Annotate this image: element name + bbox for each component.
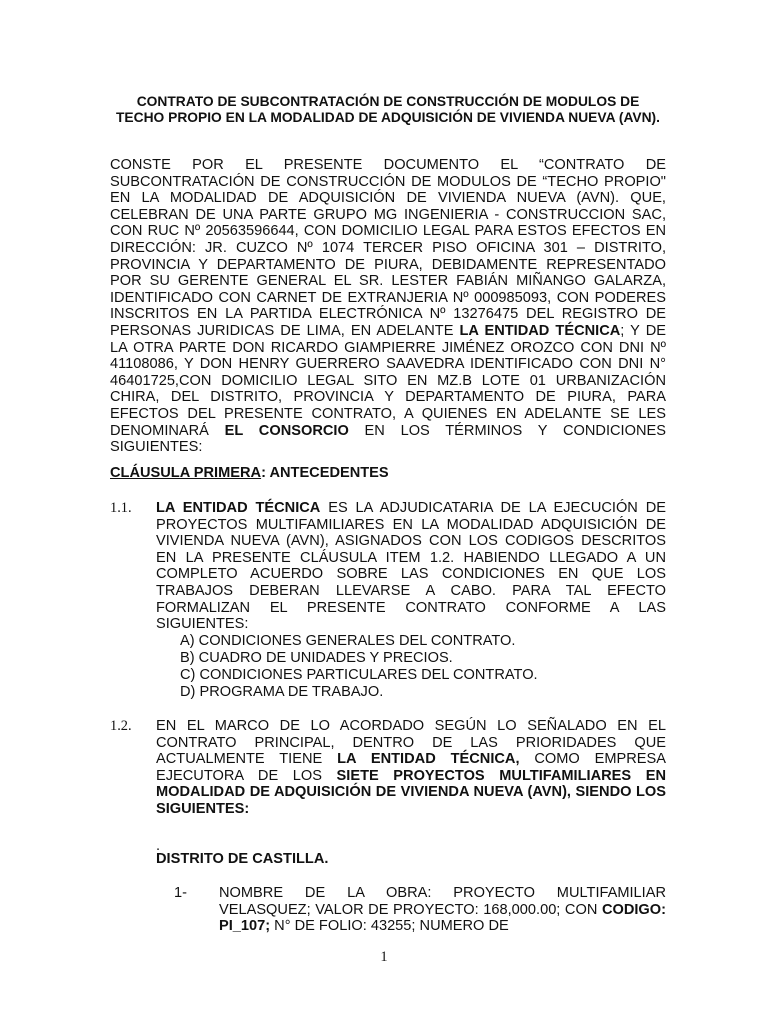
item-1-1-body: ES LA ADJUDICATARIA DE LA EJECUCIÓN DE PROYECTOS MULTIFAMILIARES EN LA MODALIDAD ADQUISICIÓN DE VIVIENDA NUEVA (AVN), ASIGNADOS CON LOS CODIGOS DESCRITOS EN LA PRESENTE CLÁUSULA ITEM 1.2. HABIENDO LLEGADO A UN COMPLETO ACUERDO SOBRE LAS CONDICIONES EN QUE LOS TRABAJOS DEBERAN LLEVARSE A CABO. PARA TAL EFECTO FORMALIZAN EL PRESENTE CONTRATO CONFORME A LAS SIGUIENTES: — [156, 500, 666, 633]
sublist-item: C) CONDICIONES PARTICULARES DEL CONTRATO. — [180, 667, 538, 683]
sublist-item: B) CUADRO DE UNIDADES Y PRECIOS. — [180, 650, 453, 666]
stray-dot: . — [156, 838, 161, 854]
item-1-2-body-1: EN EL MARCO DE LO ACORDADO SEGÚN LO SEÑALADO EN EL CONTRATO PRINCIPAL, DENTRO DE LAS PRIORIDADES QUE ACTUALMENTE TIENE — [156, 718, 666, 768]
item-1-2-text — [156, 718, 666, 818]
district-heading: DISTRITO DE CASTILLA. — [156, 851, 329, 867]
item-1-1-sublist — [180, 633, 538, 701]
obra-1-text — [219, 885, 666, 935]
item-1-2-bold-2: SIETE PROYECTOS MULTIFAMILIARES EN MODALIDAD DE ADQUISICIÓN DE VIVIENDA NUEVA (AVN), SIENDO LOS SIGUIENTES: — [156, 767, 666, 817]
sublist-item: A) CONDICIONES GENERALES DEL CONTRATO. — [180, 633, 516, 649]
item-1-2-bold-1: LA ENTIDAD TÉCNICA, — [337, 751, 520, 768]
sublist-item: D) PROGRAMA DE TRABAJO. — [180, 684, 384, 700]
obra-1-number: 1- — [174, 885, 187, 901]
item-1-1-text — [156, 500, 666, 633]
consorcio-bold: EL CONSORCIO — [224, 422, 349, 439]
obra-1-body-1: NOMBRE DE LA OBRA: PROYECTO MULTIFAMILIAR VELASQUEZ; VALOR DE PROYECTO: 168,000.00; CON — [219, 885, 666, 918]
intro-text-1: CONSTE POR EL PRESENTE DOCUMENTO EL “CONTRATO DE SUBCONTRATACIÓN DE CONSTRUCCIÓN DE MODULOS DE “TECHO PROPIO" EN LA MODALIDAD DE ADQUISICIÓN DE VIVIENDA NUEVA (AVN). QUE, CELEBRAN DE UNA PARTE GRUPO MG INGENIERIA - CONSTRUCCION SAC, CON RUC Nº 20563596644, CON DOMICILIO LEGAL PARA ESTOS EFECTOS EN DIRECCIÓN: JR. CUZCO Nº 1074 TERCER PISO OFICINA 301 – DISTRITO, PROVINCIA Y DEPARTAMENTO DE PIURA, DEBIDAMENTE REPRESENTADO POR SU GERENTE GENERAL EL SR. LESTER FABIÁN MIÑANGO GALARZA, IDENTIFICADO CON CARNET DE EXTRANJERIA Nº 000985093, CON PODERES INSCRITOS EN LA PARTIDA ELECTRÓNICA Nº 13276475 DEL REGISTRO DE PERSONAS JURIDICAS DE LIMA, EN ADELANTE — [110, 157, 666, 339]
intro-text-3: EN LOS TÉRMINOS Y CONDICIONES SIGUIENTES: — [110, 422, 666, 456]
document-title: CONTRATO DE SUBCONTRATACIÓN DE CONSTRUCCIÓN DE MODULOS DE TECHO PROPIO EN LA MODALIDAD DE ADQUISICIÓN DE VIVIENDA NUEVA (AVN). — [116, 94, 660, 126]
obra-1-body-2: N° DE FOLIO: 43255; NUMERO DE — [270, 918, 509, 935]
item-1-1-number: 1.1. — [110, 500, 132, 516]
clause-heading — [110, 465, 389, 482]
item-1-2-body-2: COMO EMPRESA EJECUTORA DE LOS — [156, 751, 667, 784]
item-1-1-bold: LA ENTIDAD TÉCNICA — [156, 500, 321, 516]
intro-text-2: ; Y DE LA OTRA PARTE DON RICARDO GIAMPIERRE JIMÉNEZ OROZCO CON DNI Nº 41108086, Y DON HENRY GUERRERO SAAVEDRA IDENTIFICADO CON DNI N° 46401725,CON DOMICILIO LEGAL SITO EN MZ.B LOTE 01 URBANIZACIÓN CHIRA, DEL DISTRITO, PROVINCIA Y DEPARTAMENTO DE PIURA, PARA EFECTOS DEL PRESENTE CONTRATO, A QUIENES EN ADELANTE SE LES DENOMINARÁ — [110, 322, 666, 439]
intro-paragraph — [110, 157, 666, 456]
item-1-2-number: 1.2. — [110, 718, 132, 734]
clause-heading-rest: : ANTECEDENTES — [261, 465, 389, 481]
clause-heading-underlined: CLÁUSULA PRIMERA — [110, 465, 262, 481]
obra-1-code-bold: CODIGO: PI_107; — [219, 901, 666, 935]
entidad-tecnica-bold: LA ENTIDAD TÉCNICA — [459, 322, 621, 339]
page-number: 1 — [380, 949, 388, 965]
